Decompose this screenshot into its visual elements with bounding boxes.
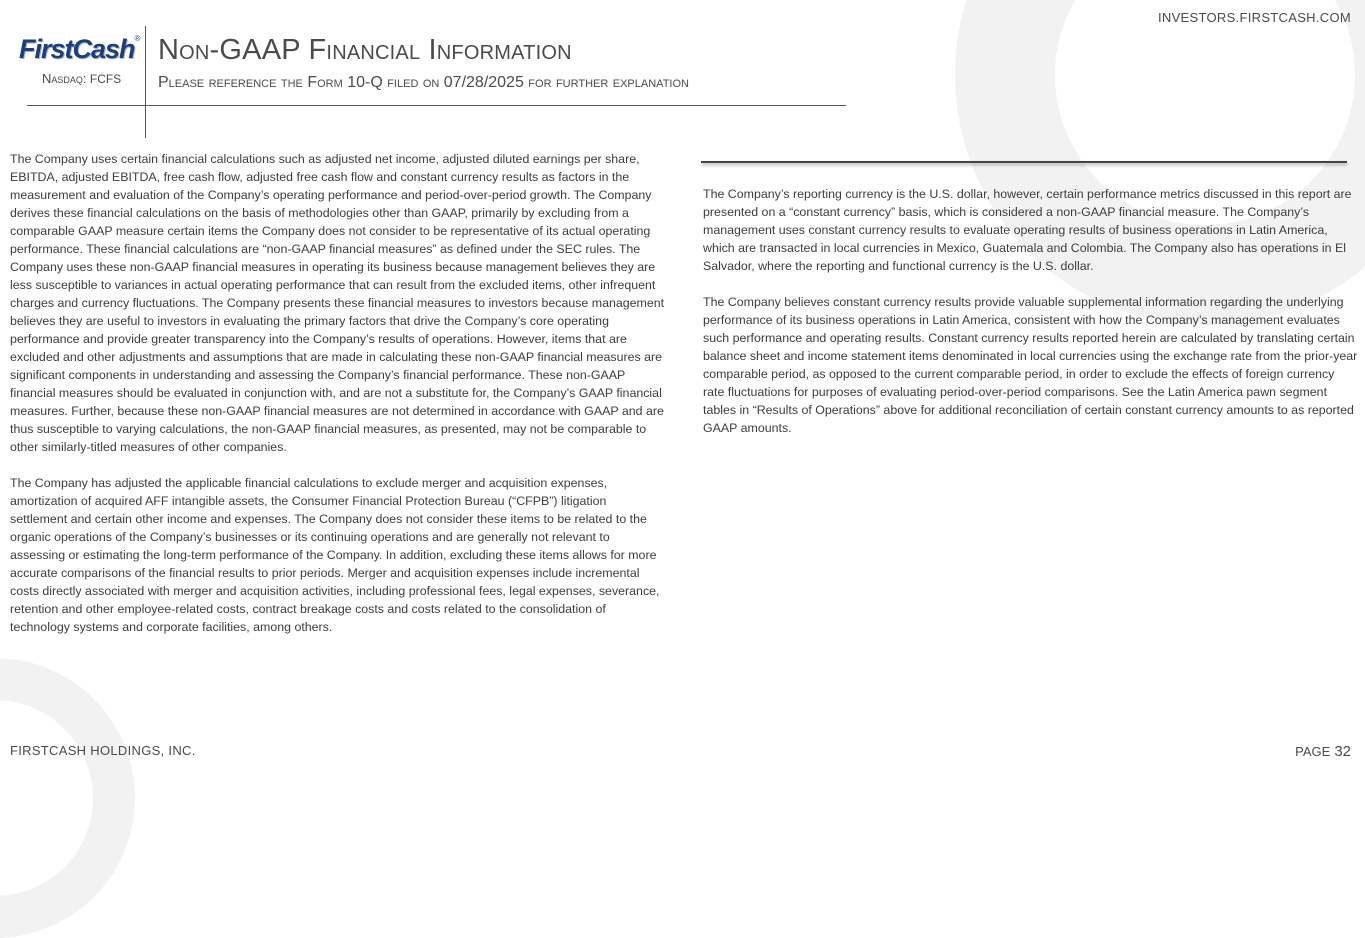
page-title: Non-GAAP Financial Information: [158, 34, 572, 66]
paragraph: The Company uses certain financial calculations such as adjusted net income, adjusted diluted earnings per share, EBITDA, adjusted EBITDA, free cash flow, adjusted free cash flow and constant currency results as factors in the measurement and evaluation of the Company’s operating performance and period-over-period growth. The Company derives these financial calculations on the basis of methodologies other than GAAP, primarily by excluding from a comparable GAAP measure certain items the Company does not consider to be representative of its actual operating performance. These financial calculations are “non-GAAP financial measures” as defined under the SEC rules. The Company uses these non-GAAP financial measures in operating its business because management believes they are less susceptible to variances in actual operating performance that can result from the excluded items, other infrequent charges and currency fluctuations. The Company presents these financial measures to investors because management believes they are useful to investors in evaluating the primary factors that drive the Company’s core operating performance and provide greater transparency into the Company’s results of operations. However, items that are excluded and other adjustments and assumptions that are made in calculating these non-GAAP financial measures are significant components in understanding and assessing the Company’s financial performance. These non-GAAP financial measures should be evaluated in conjunction with, and are not a substitute for, the Company’s GAAP financial measures. Further, because these non-GAAP financial measures are not determined in accordance with GAAP and are thus susceptible to varying calculations, the non-GAAP financial measures, as presented, may not be comparable to other similarly-titled measures of other companies.: [10, 152, 665, 454]
page-label: PAGE: [1295, 744, 1331, 759]
page-number-value: 32: [1334, 743, 1351, 760]
paragraph: The Company’s reporting currency is the U.S. dollar, however, certain performance metrics discussed in this report are presented on a “constant currency” basis, which is considered a non-GAAP financial measure. The Company’s management uses constant currency results to evaluate operating results of business operations in Latin America, which are transacted in local currencies in Mexico, Guatemala and Colombia. The Company also has operations in El Salvador, where the reporting and functional currency is the U.S. dollar.: [703, 187, 1352, 273]
header-horizontal-divider: [27, 105, 846, 106]
ticker-symbol: [42, 71, 121, 86]
page-subtitle: Please reference the Form 10-Q filed on 07/28/2025 for further explanation: [158, 74, 689, 91]
left-text-column: [10, 150, 665, 654]
background-ring-decoration: [0, 658, 135, 938]
footer-company-name: FIRSTCASH HOLDINGS, INC.: [10, 743, 196, 758]
right-text-column: [703, 185, 1358, 455]
investor-site-url[interactable]: INVESTORS.FIRSTCASH.COM: [1157, 10, 1351, 25]
logo-wordmark: FirstCash: [19, 34, 135, 64]
paragraph: The Company believes constant currency results provide valuable supplemental information regarding the underlying performance of its business operations in Latin America, consistent with how the Company’s management evaluates such performance and operating results. Constant currency results reported herein are calculated by translating certain balance sheet and income statement items denominated in local currencies using the exchange rate from the prior-year comparable period, as opposed to the current comparable period, in order to exclude the effects of foreign currency rate fluctuations for purposes of evaluating period-over-period comparisons. See the Latin America pawn segment tables in “Results of Operations” above for additional reconciliation of certain constant currency amounts to as reported GAAP amounts.: [703, 295, 1358, 435]
ticker-label: Nasdaq:: [42, 71, 87, 86]
registered-mark: ®: [134, 34, 141, 43]
right-column-rule: [701, 161, 1347, 163]
ticker-value: FCFS: [89, 72, 122, 86]
page-number: [1295, 743, 1351, 760]
paragraph: The Company has adjusted the applicable financial calculations to exclude merger and acquisition expenses, amortization of acquired AFF intangible assets, the Consumer Financial Protection Bureau (“CFPB”) litigation settlement and certain other income and expenses. The Company does not consider these items to be related to the organic operations of the Company’s businesses or its continuing operations and are generally not relevant to assessing or estimating the long-term performance of the Company. In addition, excluding these items allows for more accurate comparisons of the financial results to prior periods. Merger and acquisition expenses include incremental costs directly associated with merger and acquisition activities, including professional fees, legal expenses, severance, retention and other employee-related costs, contract breakage costs and costs related to the consolidation of technology systems and corporate facilities, among others.: [10, 476, 660, 634]
header-vertical-divider: [145, 26, 146, 138]
firstcash-logo: [19, 34, 141, 64]
